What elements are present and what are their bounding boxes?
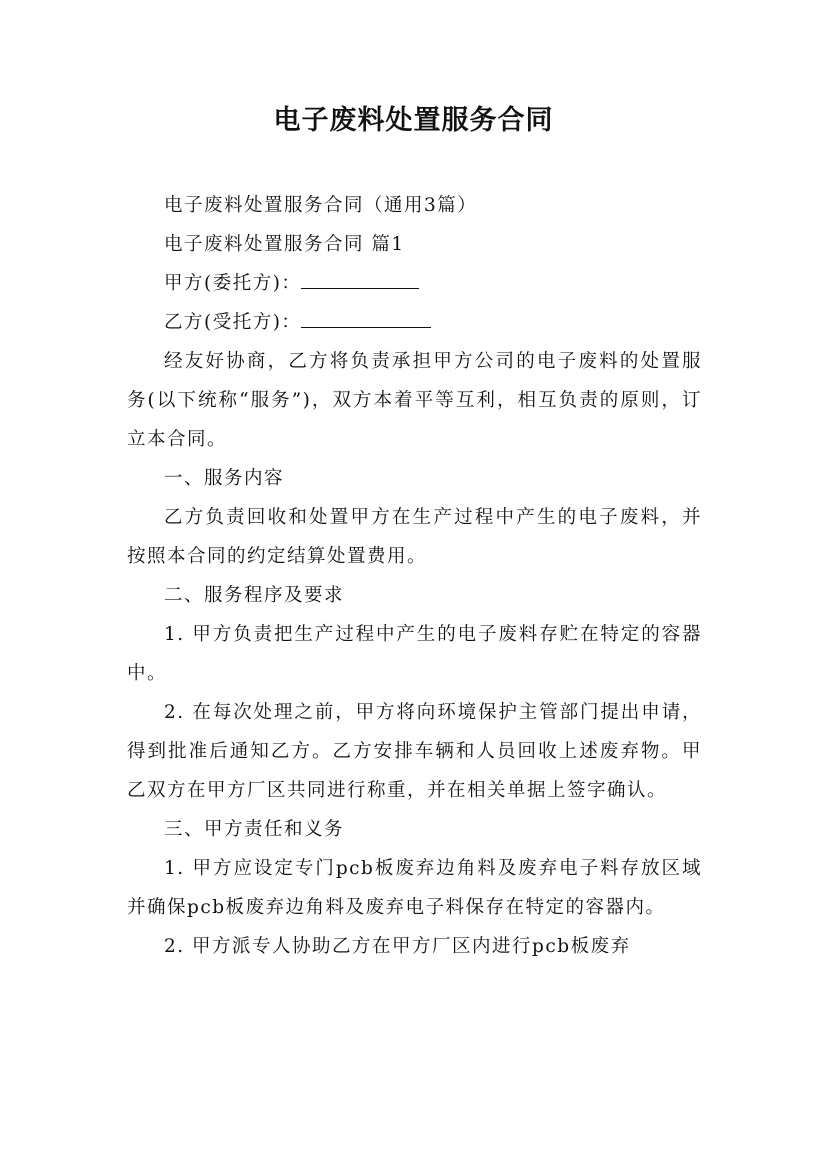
section-heading-1: 一、服务内容 [164,468,285,489]
paragraph-clause-3-2: 2. 甲方派专人协助乙方在甲方厂区内进行pcb板废弃 [164,936,631,957]
paragraph-chapter-heading: 电子废料处置服务合同 篇1 [164,234,405,255]
party-b-line [127,303,702,342]
party-a-label: 甲方(委托方)： [164,273,302,294]
party-b-label: 乙方(受托方)： [164,312,302,333]
paragraph-clause-2-1: 1. 甲方负责把生产过程中产生的电子废料存贮在特定的容器中。 [127,624,702,684]
section-heading-2: 二、服务程序及要求 [164,585,345,606]
paragraph-clause-2-2: 2. 在每次处理之前，甲方将向环境保护主管部门提出申请，得到批准后通知乙方。乙方安排车辆和人员回收上述废弃物。甲乙双方在甲方厂区共同进行称重，并在相关单据上签字确认。 [127,702,702,801]
document-body [127,186,702,966]
party-a-line [127,264,702,303]
section-heading-3: 三、甲方责任和义务 [164,819,345,840]
party-b-blank [301,305,431,328]
paragraph-clause-3-1: 1. 甲方应设定专门pcb板废弃边角料及废弃电子料存放区域并确保pcb板废弃边角料及废弃电子料保存在特定的容器内。 [127,858,702,918]
party-a-blank [301,266,419,289]
paragraph-service-content: 乙方负责回收和处置甲方在生产过程中产生的电子废料，并按照本合同的约定结算处置费用。 [127,507,702,567]
document-title: 电子废料处置服务合同 [273,105,554,136]
paragraph-preamble: 经友好协商，乙方将负责承担甲方公司的电子废料的处置服务(以下统称“服务”)，双方本着平等互利，相互负责的原则，订立本合同。 [127,351,702,450]
paragraph-subtitle: 电子废料处置服务合同（通用3篇） [164,195,478,216]
